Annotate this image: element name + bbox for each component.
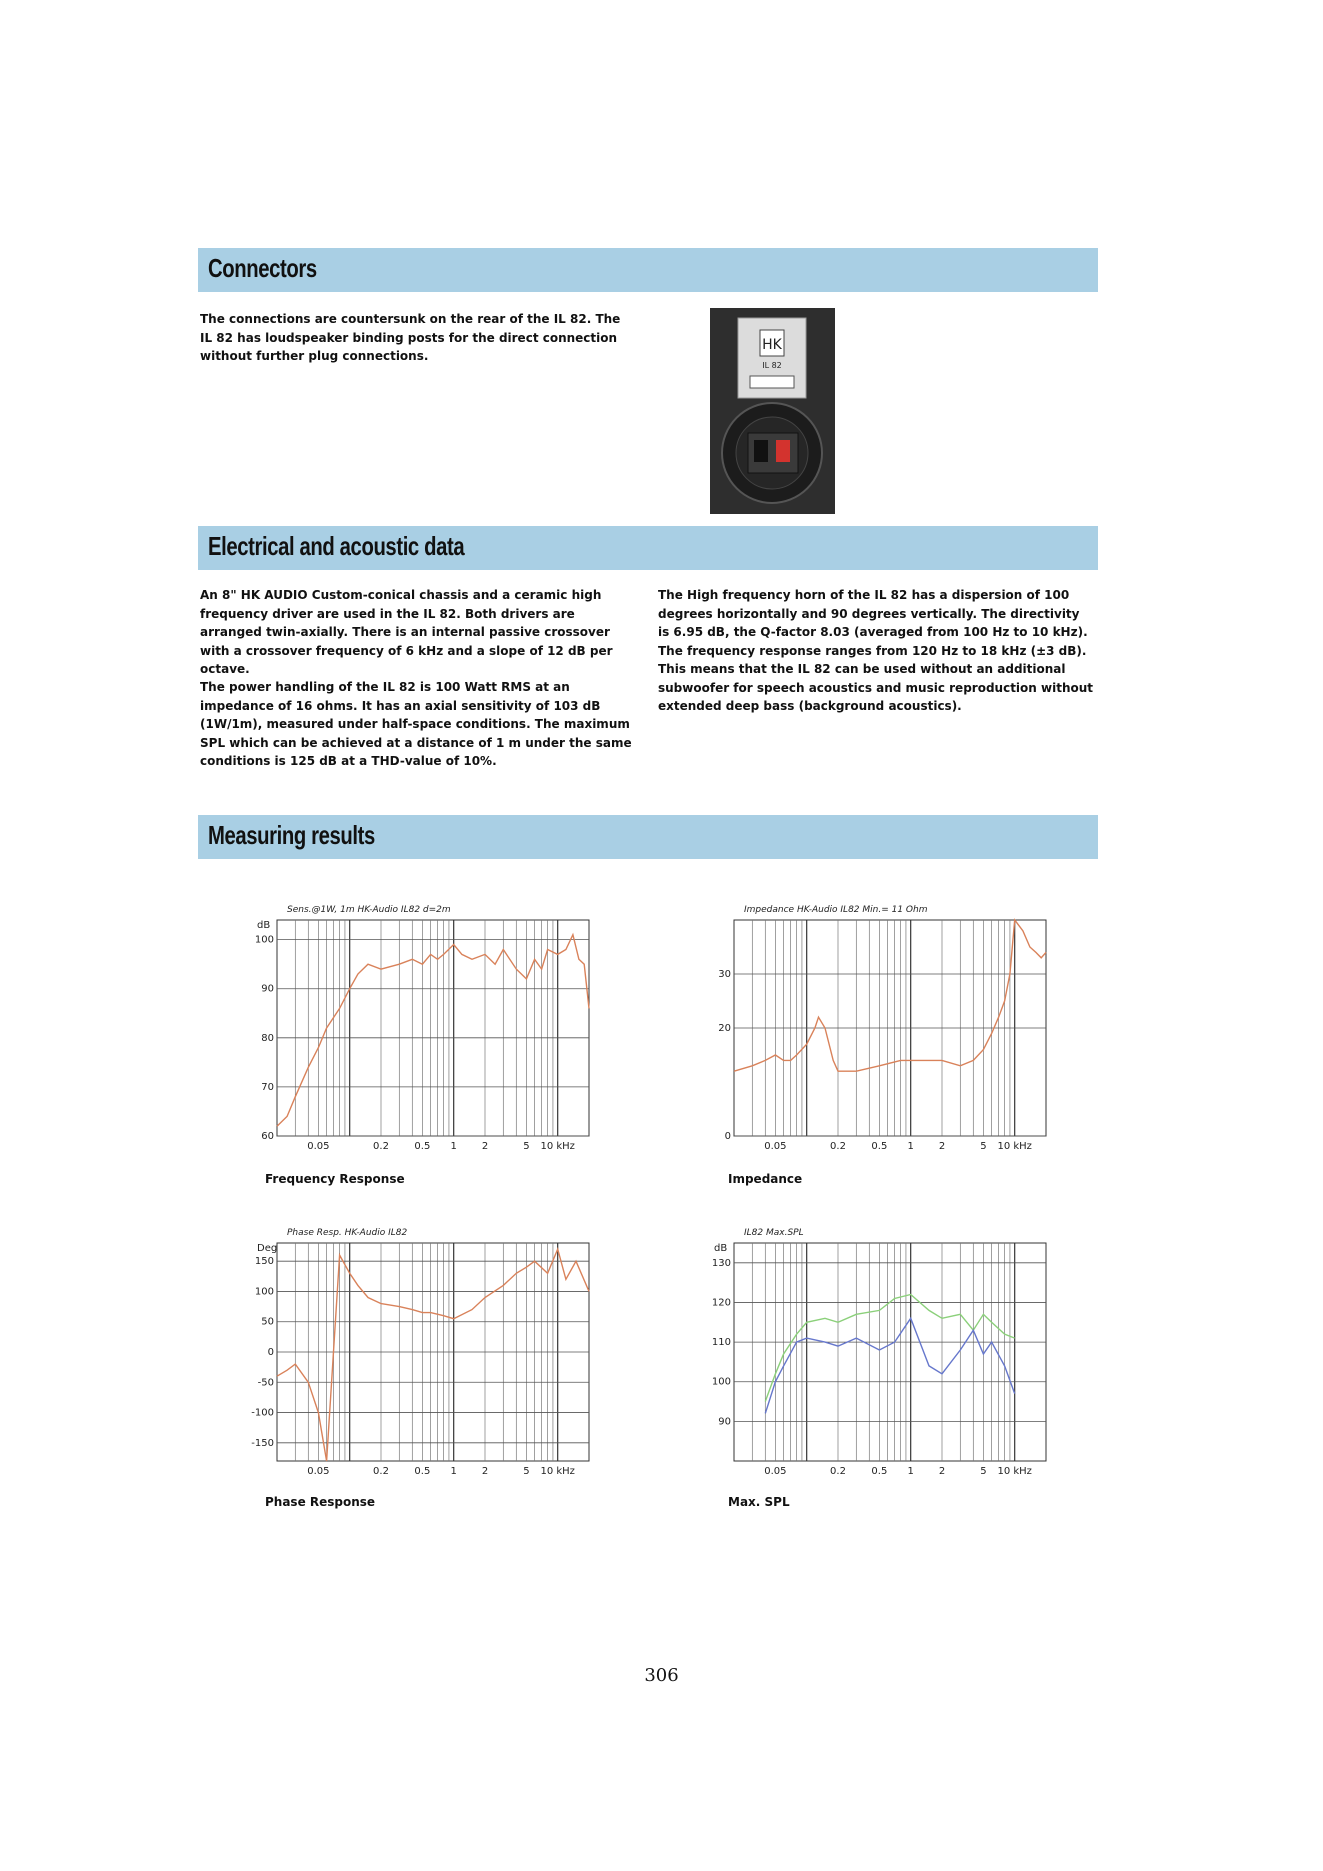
y-tick-label: -150 bbox=[251, 1437, 274, 1449]
x-tick-label: 5 bbox=[980, 1141, 987, 1152]
section-header-electrical bbox=[198, 526, 1098, 570]
section-title: Measuring results bbox=[208, 820, 375, 850]
electrical-left-paragraph-2: The power handling of the IL 82 is 100 Watt RMS at an impedance of 16 ohms. It has an axial sensitivity of 103 dB (1W/1m), measured under half-space conditions. The maximum SPL which can be achieved at a distance of 1 m under the same conditions is 125 dB at a THD-value of 10%. bbox=[200, 680, 632, 768]
x-tick-label: 10 kHz bbox=[540, 1466, 575, 1477]
x-tick-label: 2 bbox=[481, 1141, 489, 1152]
x-tick-label: 5 bbox=[523, 1466, 530, 1477]
y-tick-label: 70 bbox=[261, 1081, 274, 1093]
y-tick-label: 110 bbox=[711, 1337, 731, 1349]
page-number: 306 bbox=[644, 1665, 679, 1686]
max-spl-chart bbox=[712, 1225, 1052, 1487]
y-tick-label: 120 bbox=[711, 1297, 731, 1309]
y-axis-label: dB bbox=[714, 1243, 728, 1254]
chart-title: Phase Resp. HK-Audio IL82 bbox=[287, 1228, 408, 1238]
y-tick-label: 80 bbox=[261, 1032, 274, 1044]
chart-title: Impedance HK-Audio IL82 Min.= 11 Ohm bbox=[744, 905, 928, 915]
x-tick-label: 0.2 bbox=[373, 1466, 389, 1477]
chart-title: Sens.@1W, 1m HK-Audio IL82 d=2m bbox=[287, 905, 451, 915]
phase-response-caption: Phase Response bbox=[265, 1495, 376, 1509]
max-spl-caption: Max. SPL bbox=[728, 1495, 790, 1509]
section-title: Electrical and acoustic data bbox=[208, 531, 465, 561]
x-tick-label: 1 bbox=[907, 1141, 914, 1152]
y-tick-label: 90 bbox=[718, 1416, 731, 1428]
x-tick-label: 0.5 bbox=[414, 1466, 431, 1477]
frequency-response-chart bbox=[255, 902, 595, 1162]
frequency-response-caption: Frequency Response bbox=[265, 1172, 405, 1186]
y-tick-label: 50 bbox=[261, 1316, 274, 1328]
x-tick-label: 5 bbox=[523, 1141, 530, 1152]
y-tick-label: 100 bbox=[254, 934, 274, 946]
x-tick-label: 2 bbox=[938, 1141, 946, 1152]
y-tick-label: 90 bbox=[261, 983, 274, 995]
connector-panel-photo bbox=[710, 308, 835, 514]
y-tick-label: 0 bbox=[267, 1347, 274, 1358]
y-tick-label: -50 bbox=[257, 1377, 274, 1389]
y-tick-label: 20 bbox=[718, 1023, 731, 1034]
y-tick-label: 0 bbox=[724, 1131, 731, 1142]
x-tick-label: 10 kHz bbox=[997, 1466, 1032, 1477]
x-tick-label: 0.05 bbox=[307, 1141, 330, 1152]
x-tick-label: 0.05 bbox=[764, 1466, 787, 1477]
x-tick-label: 1 bbox=[907, 1466, 914, 1477]
y-tick-label: 30 bbox=[718, 969, 731, 980]
x-tick-label: 1 bbox=[450, 1466, 457, 1477]
x-tick-label: 0.5 bbox=[414, 1141, 431, 1152]
y-tick-label: 130 bbox=[711, 1257, 731, 1269]
x-tick-label: 0.2 bbox=[830, 1466, 846, 1477]
y-tick-label: -100 bbox=[251, 1407, 274, 1419]
electrical-left-paragraph-1: An 8" HK AUDIO Custom-conical chassis and a ceramic high frequency driver are used in the IL 82. Both drivers are arranged twin-axially. There is an internal passive crossover with a crossover frequency of 6 kHz and a slope of 12 dB per octave. bbox=[200, 588, 613, 676]
x-tick-label: 0.2 bbox=[830, 1141, 846, 1152]
y-tick-label: 100 bbox=[254, 1286, 274, 1298]
electrical-right-paragraph: The High frequency horn of the IL 82 has a dispersion of 100 degrees horizontally and 90 degrees vertically. The directivity is 6.95 dB, the Q-factor 8.03 (averaged from 100 Hz to 10 kHz). The frequency response ranges from 120 Hz to 18 kHz (±3 dB). This means that the IL 82 can be used without an additional subwoofer for speech acoustics and music reproduction without extended deep bass (background acoustics). bbox=[658, 588, 1094, 713]
x-tick-label: 1 bbox=[450, 1141, 457, 1152]
x-tick-label: 0.5 bbox=[871, 1466, 888, 1477]
y-axis-label: dB bbox=[257, 920, 271, 931]
y-tick-label: 60 bbox=[261, 1131, 274, 1142]
x-tick-label: 10 kHz bbox=[997, 1141, 1032, 1152]
y-axis-label: Deg bbox=[257, 1243, 278, 1254]
photo-model: IL 82 bbox=[762, 361, 782, 370]
x-tick-label: 0.05 bbox=[307, 1466, 330, 1477]
section-title: Connectors bbox=[208, 253, 317, 283]
x-tick-label: 2 bbox=[481, 1466, 489, 1477]
phase-response-chart bbox=[251, 1225, 595, 1487]
x-tick-label: 2 bbox=[938, 1466, 946, 1477]
section-header-measuring bbox=[198, 815, 1098, 859]
y-tick-label: 100 bbox=[711, 1376, 731, 1388]
x-tick-label: 0.5 bbox=[871, 1141, 888, 1152]
y-tick-label: 150 bbox=[254, 1256, 274, 1268]
connectors-paragraph: The connections are countersunk on the rear of the IL 82. The IL 82 has loudspeaker binding posts for the direct connection without further plug connections. bbox=[200, 312, 621, 363]
section-header-connectors bbox=[198, 248, 1098, 292]
x-tick-label: 5 bbox=[980, 1466, 987, 1477]
impedance-caption: Impedance bbox=[728, 1172, 803, 1186]
impedance-chart bbox=[712, 902, 1052, 1162]
plot-frame bbox=[277, 920, 589, 1136]
plot-frame bbox=[734, 1243, 1046, 1461]
x-tick-label: 0.2 bbox=[373, 1141, 389, 1152]
x-tick-label: 10 kHz bbox=[540, 1141, 575, 1152]
x-tick-label: 0.05 bbox=[764, 1141, 787, 1152]
chart-title: IL82 Max.SPL bbox=[744, 1228, 804, 1238]
photo-logo: HK bbox=[762, 337, 782, 353]
